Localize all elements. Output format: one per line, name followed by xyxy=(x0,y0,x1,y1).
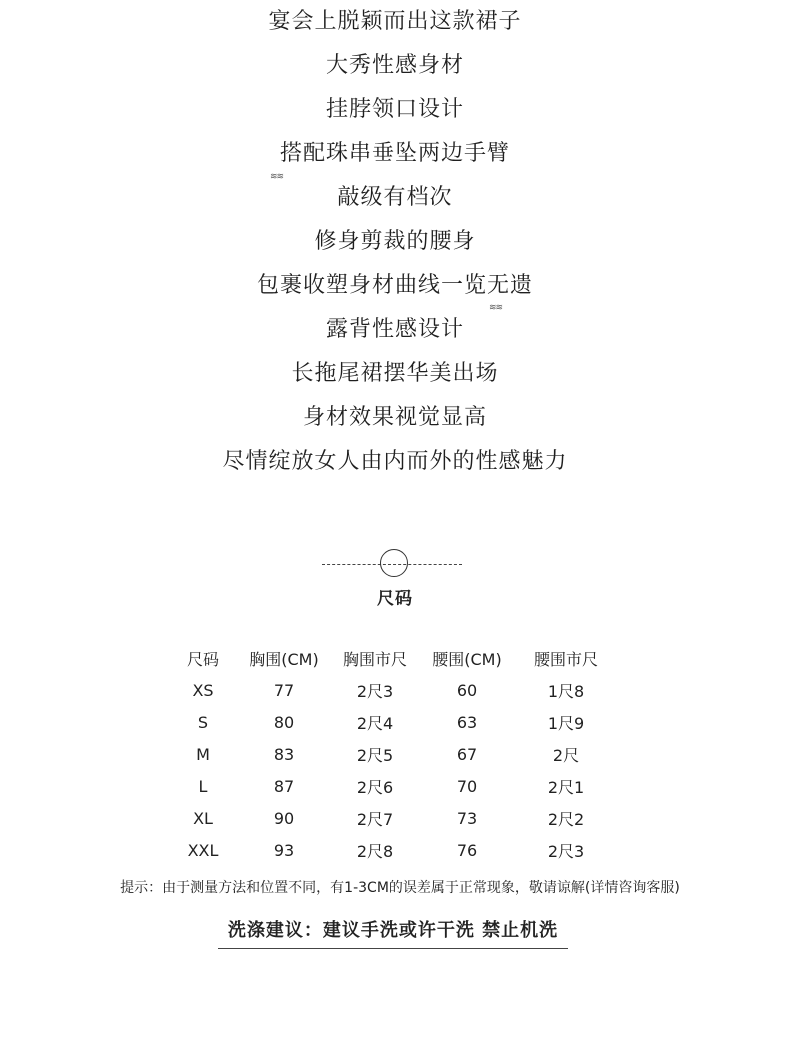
table-cell: 87 xyxy=(273,776,295,796)
circle-ornament-icon xyxy=(380,549,408,577)
washing-advice: 洗涤建议：建议手洗或许干洗 禁止机洗 xyxy=(218,916,568,949)
table-cell: 60 xyxy=(456,680,478,700)
table-cell: XL xyxy=(193,808,213,828)
table-cell: 2尺6 xyxy=(356,777,394,797)
wave-decoration-icon: ≋≋ xyxy=(489,303,503,313)
table-cell: 90 xyxy=(273,808,295,828)
table-cell: 93 xyxy=(273,840,295,860)
table-cell: 2尺4 xyxy=(356,713,394,733)
description-line: 长拖尾裙摆华美出场 xyxy=(291,361,499,386)
table-cell: 2尺5 xyxy=(356,745,394,765)
table-row xyxy=(165,834,621,866)
table-row xyxy=(165,738,621,770)
description-line: 尽情绽放女人由内而外的性感魅力 xyxy=(222,449,568,474)
table-row xyxy=(165,706,621,738)
description-line: 敲级有档次 xyxy=(337,185,453,210)
description-line: 露背性感设计 xyxy=(325,317,464,342)
table-cell: 2尺3 xyxy=(547,841,585,861)
table-cell: 70 xyxy=(456,776,478,796)
table-cell: XXL xyxy=(187,840,219,860)
table-cell: 2尺1 xyxy=(547,777,585,797)
description-line: 宴会上脱颖而出这款裙子 xyxy=(268,9,522,34)
description-line: 搭配珠串垂坠两边手臂 xyxy=(279,141,510,166)
table-cell: XS xyxy=(192,680,214,700)
table-row xyxy=(165,802,621,834)
table-cell: 1尺8 xyxy=(547,681,585,701)
table-cell: 76 xyxy=(456,840,478,860)
table-cell: 80 xyxy=(273,712,295,732)
table-cell: 67 xyxy=(456,744,478,764)
table-row xyxy=(165,674,621,706)
table-cell: 2尺2 xyxy=(547,809,585,829)
table-row xyxy=(165,770,621,802)
description-line: 挂脖领口设计 xyxy=(325,97,464,122)
column-header: 胸围市尺 xyxy=(342,649,407,669)
description-line: 修身剪裁的腰身 xyxy=(314,229,476,254)
section-title: 尺码 xyxy=(377,589,413,609)
description-line: 大秀性感身材 xyxy=(325,53,464,78)
table-cell: 1尺9 xyxy=(547,713,585,733)
table-cell: 2尺 xyxy=(552,745,580,765)
table-cell: 2尺7 xyxy=(356,809,394,829)
table-cell: 63 xyxy=(456,712,478,732)
column-header: 腰围(CM) xyxy=(432,649,502,669)
product-description xyxy=(0,0,790,484)
column-header: 尺码 xyxy=(186,649,219,669)
size-chart-table xyxy=(165,642,621,866)
measurement-tip: 提示：由于测量方法和位置不同，有1-3CM的误差属于正常现象，敬请谅解(详情咨询客服) xyxy=(120,880,680,896)
table-cell: 83 xyxy=(273,744,295,764)
table-cell: S xyxy=(197,712,209,732)
column-header: 腰围市尺 xyxy=(533,649,598,669)
table-header-row xyxy=(165,642,621,674)
table-cell: L xyxy=(198,776,208,796)
description-line: 包裹收塑身材曲线一览无遗 xyxy=(256,273,533,298)
column-header: 胸围(CM) xyxy=(249,649,319,669)
table-cell: 2尺3 xyxy=(356,681,394,701)
table-cell: M xyxy=(196,744,210,764)
description-line: 身材效果视觉显高 xyxy=(302,405,487,430)
table-cell: 73 xyxy=(456,808,478,828)
wave-decoration-icon: ≋≋ xyxy=(270,172,284,182)
table-cell: 2尺8 xyxy=(356,841,394,861)
table-cell: 77 xyxy=(273,680,295,700)
